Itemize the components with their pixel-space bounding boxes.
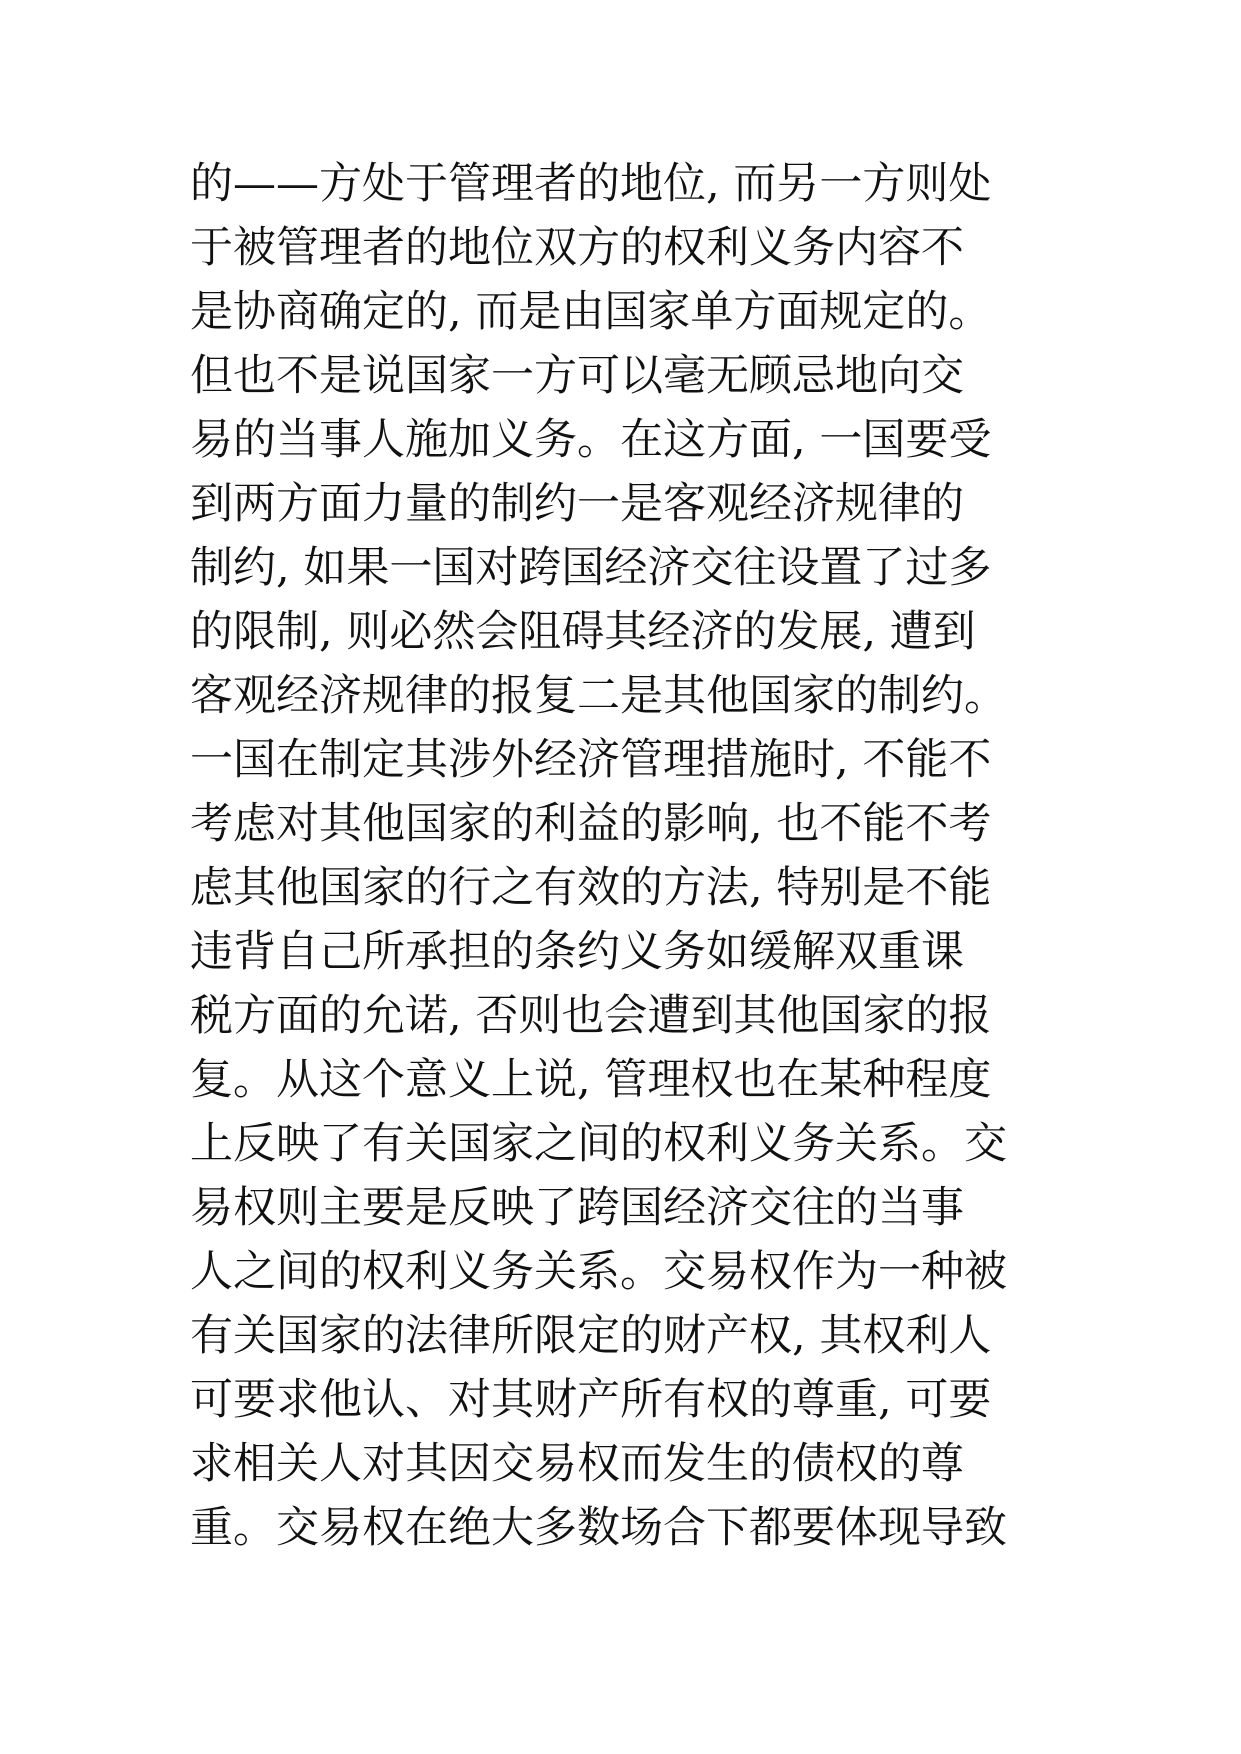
text-line: 于被管理者的地位双方的权利义务内容不 <box>190 223 964 273</box>
text-line: 到两方面力量的制约一是客观经济规律的 <box>190 479 964 529</box>
text-line: 的——方处于管理者的地位, 而另一方则处 <box>190 159 992 209</box>
text-line: 虑其他国家的行之有效的方法, 特别是不能 <box>190 863 992 913</box>
text-line: 客观经济规律的报复二是其他国家的制约。 <box>190 671 1007 721</box>
body-text <box>190 152 1090 1560</box>
text-line: 求相关人对其因交易权而发生的债权的尊 <box>190 1439 964 1489</box>
text-line: 是协商确定的, 而是由国家单方面规定的。 <box>190 287 992 337</box>
text-line: 制约, 如果一国对跨国经济交往设置了过多 <box>190 543 992 593</box>
text-line: 可要求他认、对其财产所有权的尊重, 可要 <box>190 1375 992 1425</box>
text-line: 考虑对其他国家的利益的影响, 也不能不考 <box>190 799 992 849</box>
text-line: 重。交易权在绝大多数场合下都要体现导致 <box>190 1503 1007 1553</box>
text-line: 但也不是说国家一方可以毫无顾忌地向交 <box>190 351 964 401</box>
text-line: 有关国家的法律所限定的财产权, 其权利人 <box>190 1311 992 1361</box>
text-line: 一国在制定其涉外经济管理措施时, 不能不 <box>190 735 992 785</box>
text-line: 人之间的权利义务关系。交易权作为一种被 <box>190 1247 1007 1297</box>
text-line: 易的当事人施加义务。在这方面, 一国要受 <box>190 415 992 465</box>
text-line: 易权则主要是反映了跨国经济交往的当事 <box>190 1183 964 1233</box>
text-line: 复。从这个意义上说, 管理权也在某种程度 <box>190 1055 992 1105</box>
text-line: 违背自己所承担的条约义务如缓解双重课 <box>190 927 964 977</box>
text-line: 的限制, 则必然会阻碍其经济的发展, 遭到 <box>190 607 976 657</box>
text-line: 上反映了有关国家之间的权利义务关系。交 <box>190 1119 1007 1169</box>
text-line: 税方面的允诺, 否则也会遭到其他国家的报 <box>190 991 992 1041</box>
